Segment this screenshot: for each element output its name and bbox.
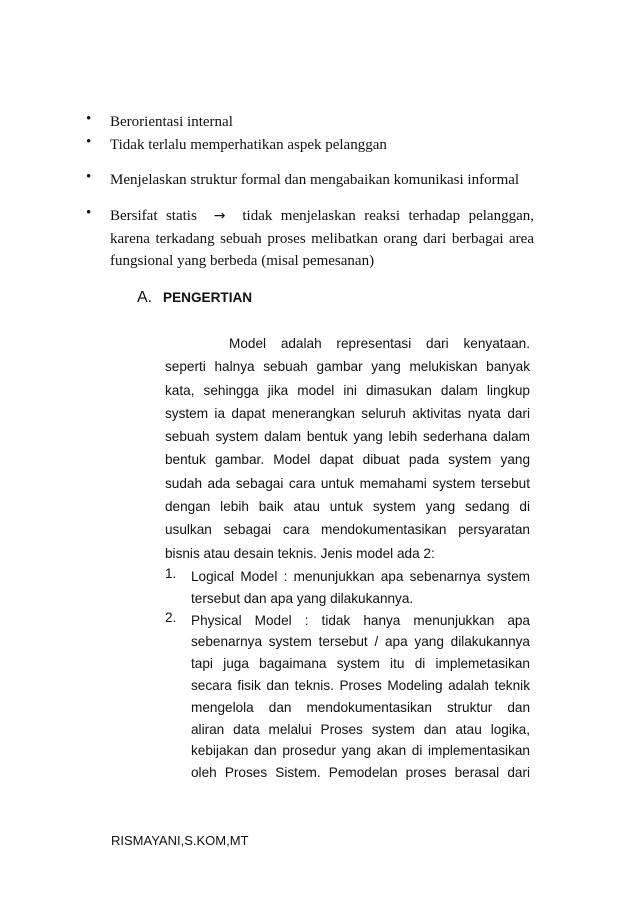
paragraph-line: dengan lebih baik atau untuk system yang sedang di [165,499,530,515]
bullet-text: karena terkadang sebuah proses melibatkan orang dari berbagai area [110,230,534,247]
paragraph-line: bentuk gambar. Model dapat dibuat pada system yang [165,452,530,468]
bullet-item-3 [86,169,534,192]
list-line: secara fisik dan teknis. Proses Modeling adalah teknik [191,677,530,693]
bullet-dot: • [86,205,92,221]
bullet-dot: • [86,111,92,127]
bullet-text: Berorientasi internal [110,114,233,130]
bullet-prefix: Bersifat statis [110,208,197,224]
bullet-text: Tidak terlalu memperhatikan aspek pelanggan [110,137,387,153]
list-line: Physical Model : tidak hanya menunjukkan apa [191,612,530,628]
list-line: aliran data melalui Proses system dan atau logika, [191,721,530,737]
section-title: PENGERTIAN [163,290,253,305]
page-footer: RISMAYANI,S.KOM,MT [111,833,249,848]
paragraph-line: usulkan sebagai cara mendokumentasikan persyaratan [165,522,530,538]
list-line: kebijakan dan prosedur yang akan di implementasikan [191,743,530,759]
paragraph-line: sudah ada sebagai cara untuk memahami system tersebut [165,475,530,491]
paragraph-line: bisnis atau desain teknis. Jenis model ada 2: [165,545,435,561]
bullet-dot: • [86,169,92,185]
bullet-item-2 [86,134,534,157]
model-type-list [165,566,530,784]
paragraph-line: Model adalah representasi dari kenyataan. [229,336,530,351]
list-line: Logical Model : menunjukkan apa sebenarnya system [191,569,530,584]
list-line: mengelola dan mendokumentasikan struktur dan [191,699,530,715]
list-line: oleh Proses Sistem. Pemodelan proses berasal dari [191,765,530,781]
bullet-dot: • [86,134,92,150]
paragraph-line: kata, sehingga jika model ini dimasukan dalam lingkup [165,382,530,398]
paragraph-line: system ia dapat menerangkan seluruh aktivitas nyata dari [165,405,530,421]
section-heading [137,289,252,307]
paragraph-line: sebuah system dalam bentuk yang lebih sederhana dalam [165,429,530,445]
list-line: tapi juga bagaimana system itu di implemetasikan [191,656,530,672]
bullet-first-line [110,205,534,228]
list-line: sebenarnya system tersebut / apa yang dilakukannya [191,634,530,650]
bullet-text: tidak menjelaskan reaksi terhadap pelanggan, [242,208,534,224]
bullet-item-1 [86,111,534,134]
list-item [165,610,530,784]
list-item [165,566,530,610]
list-line: tersebut dan apa yang dilakukannya. [191,590,414,606]
bullet-item-4 [86,205,534,273]
paragraph-line: seperti halnya sebuah gambar yang melukiskan banyak [165,359,530,375]
bullet-text: Menjelaskan struktur formal dan mengabaikan komunikasi informal [110,172,520,188]
definition-paragraph [165,332,530,565]
arrow-right-icon: → [213,208,226,224]
list-number: 2. [165,609,177,625]
section-marker: A. [137,289,153,306]
list-number: 1. [165,566,177,581]
bullet-text: fungsional yang berbeda (misal pemesanan) [110,253,375,269]
